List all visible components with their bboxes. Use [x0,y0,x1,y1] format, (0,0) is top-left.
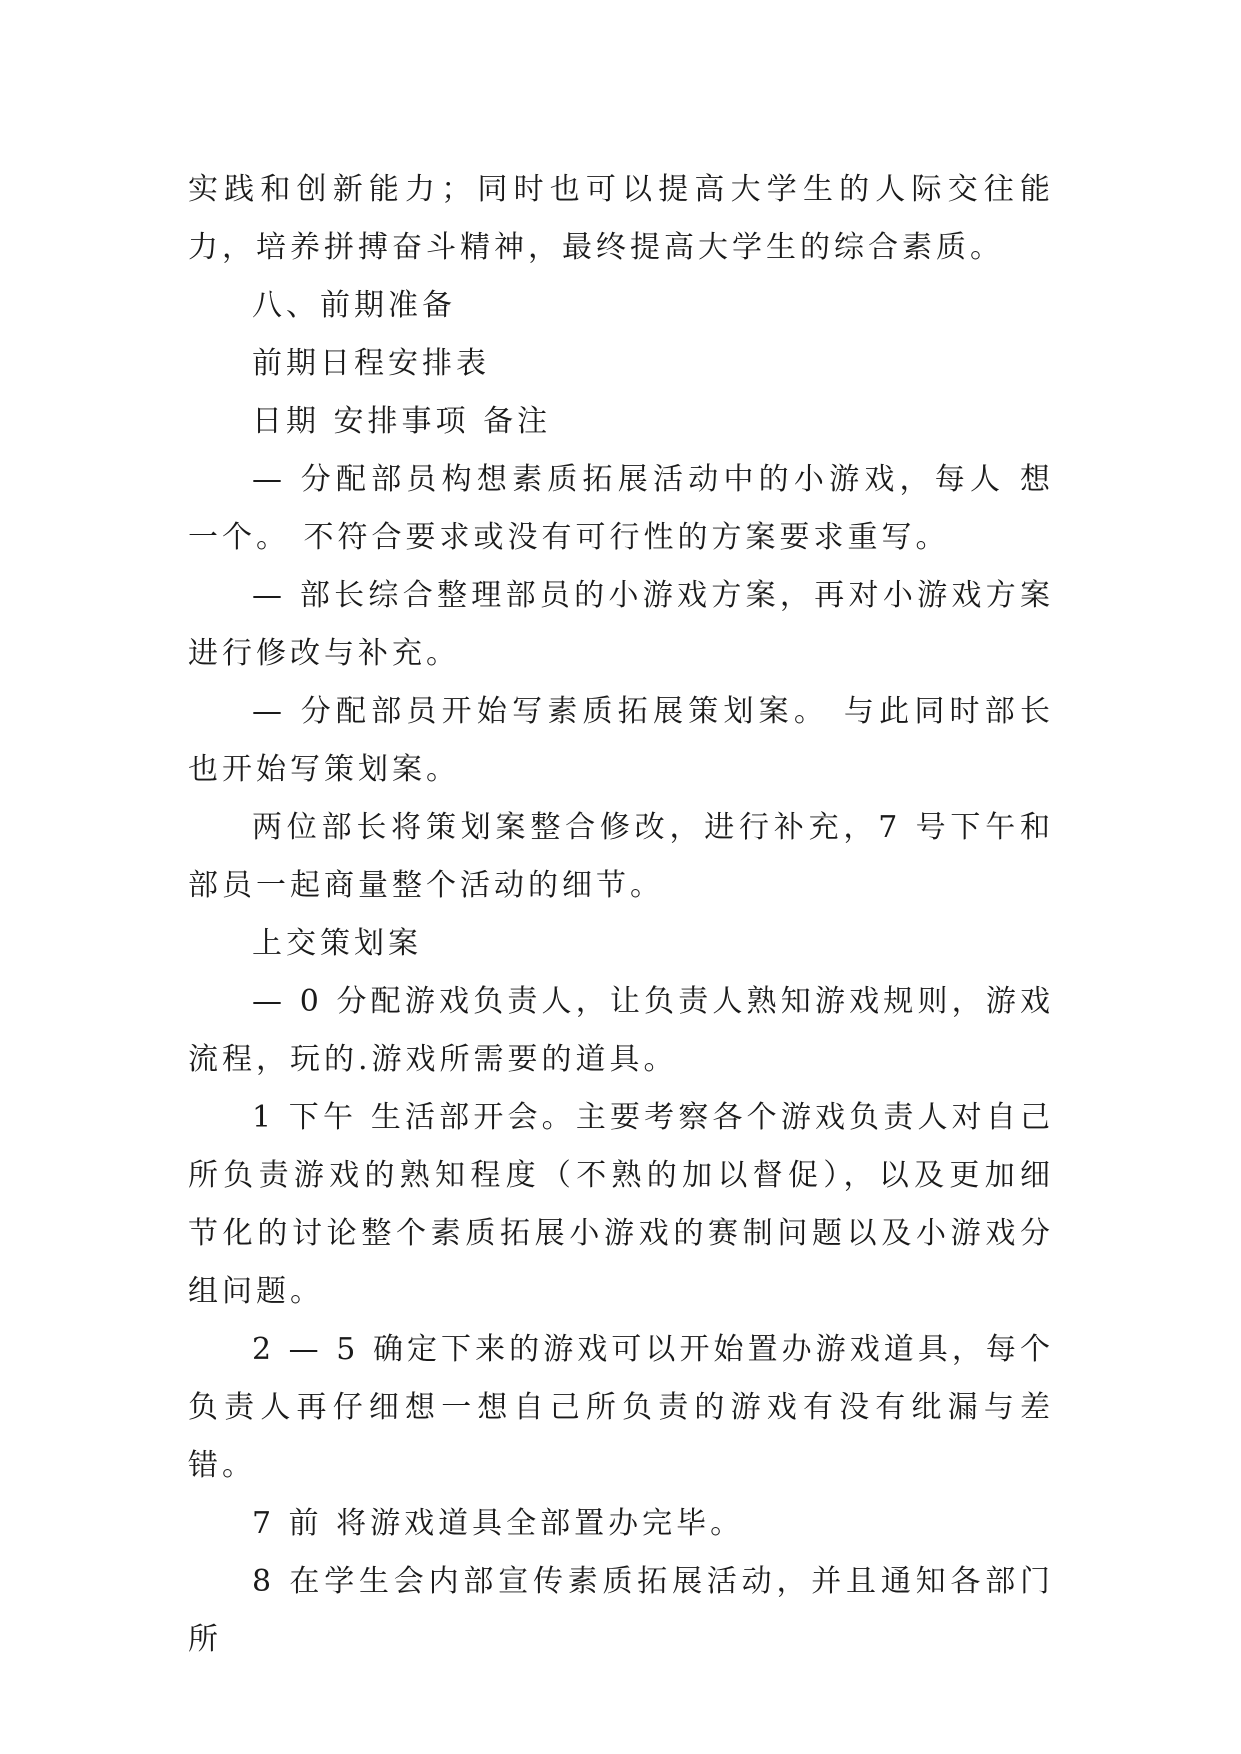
schedule-table-title: 前期日程安排表 [252,346,490,381]
schedule-item-7: 1 下午 生活部开会。主要考察各个游戏负责人对自己所负责游戏的熟知程度（不熟的加以督促），以及更加细节化的讨论整个素质拓展小游戏的赛制问题以及小游戏分组问题。 [188,1100,1054,1309]
paragraph-1: 实践和创新能力；同时也可以提高大学生的人际交往能力，培养拼搏奋斗精神，最终提高大学生的综合素质。 [188,172,1054,265]
schedule-item-5: 上交策划案 [252,926,422,961]
schedule-item-8: 2 — 5 确定下来的游戏可以开始置办游戏道具，每个负责人再仔细想一想自己所负责的游戏有没有纰漏与差错。 [188,1332,1054,1483]
schedule-table-header: 日期 安排事项 备注 [252,404,552,439]
schedule-item-3: — 分配部员开始写素质拓展策划案。 与此同时部长也开始写策划案。 [188,694,1054,787]
document-body [188,161,1054,1669]
schedule-item-9: 7 前 将游戏道具全部置办完毕。 [252,1506,745,1541]
schedule-item-1: — 分配部员构想素质拓展活动中的小游戏，每人 想一个。 不符合要求或没有可行性的方案要求重写。 [188,462,1054,555]
schedule-item-10: 8 在学生会内部宣传素质拓展活动，并且通知各部门所 [188,1564,1054,1657]
schedule-item-6: — 0 分配游戏负责人，让负责人熟知游戏规则，游戏流程，玩的.游戏所需要的道具。 [188,984,1054,1077]
schedule-item-2: — 部长综合整理部员的小游戏方案，再对小游戏方案进行修改与补充。 [188,578,1054,671]
schedule-item-4: 两位部长将策划案整合修改，进行补充，7 号下午和部员一起商量整个活动的细节。 [188,810,1054,903]
section-heading-preparation: 八、前期准备 [252,288,456,323]
